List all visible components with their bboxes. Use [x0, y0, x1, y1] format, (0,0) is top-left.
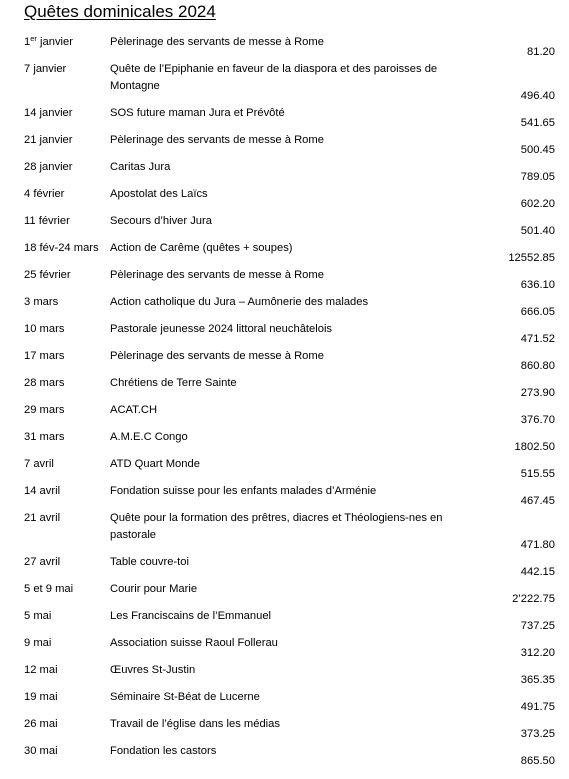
row-date: 31 mars — [24, 431, 65, 443]
row-description: Chrétiens de Terre Sainte — [110, 377, 237, 389]
row-amount: 373.25 — [520, 728, 555, 740]
row-description: ATD Quart Monde — [110, 458, 200, 470]
row-description: Action catholique du Jura – Aumônerie des malades — [110, 296, 369, 308]
collection-row — [0, 689, 569, 716]
row-description: Les Franciscains de l’Emmanuel — [110, 610, 272, 622]
row-amount: 515.55 — [520, 468, 555, 480]
row-amount: 273.90 — [520, 387, 555, 399]
collection-row — [0, 294, 569, 321]
row-amount: 12552.85 — [508, 252, 555, 264]
row-description: Fondation les castors — [110, 745, 217, 757]
row-date: 19 mai — [24, 691, 58, 703]
row-description: SOS future maman Jura et Prévôté — [110, 107, 285, 119]
row-description: Pèlerinage des servants de messe à Rome — [110, 269, 324, 281]
row-amount: 541.65 — [520, 117, 555, 129]
row-date: 5 et 9 mai — [24, 583, 74, 595]
row-description: Fondation suisse pour les enfants malades d’Arménie — [110, 485, 377, 497]
collection-row — [0, 635, 569, 662]
row-amount: 865.50 — [520, 755, 555, 767]
collection-row — [0, 716, 569, 743]
collection-row — [0, 375, 569, 402]
row-amount: 501.40 — [520, 225, 555, 237]
collection-row — [0, 132, 569, 159]
collection-row — [0, 186, 569, 213]
collection-row — [0, 240, 569, 267]
row-description: Pèlerinage des servants de messe à Rome — [110, 350, 324, 362]
document-title: Quêtes dominicales 2024 — [24, 2, 216, 21]
row-description: Action de Carême (quêtes + soupes) — [110, 242, 293, 254]
row-date: 18 fév-24 mars — [24, 242, 99, 254]
row-date: 28 janvier — [24, 161, 73, 173]
row-date: 1er janvier — [24, 34, 73, 48]
row-date: 12 mai — [24, 664, 58, 676]
row-description: A.M.E.C Congo — [110, 431, 188, 443]
row-date: 10 mars — [24, 323, 65, 335]
collection-row — [0, 456, 569, 483]
collection-row — [0, 213, 569, 240]
row-date: 3 mars — [24, 296, 59, 308]
collection-row — [0, 159, 569, 186]
collection-row — [0, 662, 569, 689]
collection-row — [0, 554, 569, 581]
row-amount: 442.15 — [520, 566, 555, 578]
row-amount: 666.05 — [520, 306, 555, 318]
row-amount: 737.25 — [520, 620, 555, 632]
row-description: ACAT.CH — [110, 404, 158, 416]
row-description: Secours d’hiver Jura — [110, 215, 212, 227]
row-date: 21 avril — [24, 512, 61, 524]
row-amount: 789.05 — [520, 171, 555, 183]
row-description: Caritas Jura — [110, 161, 171, 173]
row-description: Quête de l’Epiphanie en faveur de la diaspora et des paroisses de Montagne — [110, 63, 438, 92]
row-amount: 365.35 — [520, 674, 555, 686]
row-date: 17 mars — [24, 350, 65, 362]
row-date: 25 février — [24, 269, 71, 281]
row-amount: 81.20 — [527, 46, 555, 58]
row-description: Association suisse Raoul Follerau — [110, 637, 278, 649]
collection-row — [0, 510, 569, 554]
row-amount: 636.10 — [520, 279, 555, 291]
collection-row — [0, 321, 569, 348]
row-amount: 1802.50 — [514, 441, 555, 453]
row-amount: 2’222.75 — [512, 593, 555, 605]
row-amount: 602.20 — [520, 198, 555, 210]
collection-row — [0, 267, 569, 294]
row-date: 5 mai — [24, 610, 52, 622]
collection-row — [0, 105, 569, 132]
row-date: 28 mars — [24, 377, 65, 389]
collection-row — [0, 743, 569, 770]
row-description: Pastorale jeunesse 2024 littoral neuchâtelois — [110, 323, 333, 335]
row-amount: 500.45 — [520, 144, 555, 156]
row-description: Travail de l’église dans les médias — [110, 718, 280, 730]
row-date: 7 avril — [24, 458, 54, 470]
row-amount: 860.80 — [520, 360, 555, 372]
row-amount: 467.45 — [520, 495, 555, 507]
row-description: Pèlerinage des servants de messe à Rome — [110, 36, 324, 48]
row-date: 30 mai — [24, 745, 58, 757]
collection-row — [0, 608, 569, 635]
collection-row — [0, 483, 569, 510]
row-amount: 471.52 — [520, 333, 555, 345]
row-date: 4 février — [24, 188, 65, 200]
row-description: Quête pour la formation des prêtres, diacres et Théologiens-nes en pastorale — [110, 512, 443, 541]
row-description: Apostolat des Laïcs — [110, 188, 208, 200]
collection-row — [0, 429, 569, 456]
row-amount: 491.75 — [520, 701, 555, 713]
row-amount: 496.40 — [520, 90, 555, 102]
row-amount: 471.80 — [520, 539, 555, 551]
collection-row — [0, 61, 569, 105]
row-description: Pèlerinage des servants de messe à Rome — [110, 134, 324, 146]
collection-row — [0, 581, 569, 608]
row-description: Table couvre-toi — [110, 556, 189, 568]
row-date: 14 janvier — [24, 107, 73, 119]
row-date: 26 mai — [24, 718, 58, 730]
row-date: 14 avril — [24, 485, 61, 497]
row-date: 21 janvier — [24, 134, 73, 146]
row-date: 29 mars — [24, 404, 65, 416]
row-amount: 312.20 — [520, 647, 555, 659]
row-description: Œuvres St-Justin — [110, 664, 196, 676]
row-date: 9 mai — [24, 637, 52, 649]
collection-row — [0, 402, 569, 429]
row-date: 27 avril — [24, 556, 61, 568]
row-date: 11 février — [24, 215, 70, 227]
row-description: Courir pour Marie — [110, 583, 198, 595]
collection-row — [0, 348, 569, 375]
row-description: Séminaire St-Béat de Lucerne — [110, 691, 260, 703]
row-date: 7 janvier — [24, 63, 67, 75]
collections-list — [0, 34, 569, 770]
row-amount: 376.70 — [520, 414, 555, 426]
collection-row — [0, 34, 569, 61]
